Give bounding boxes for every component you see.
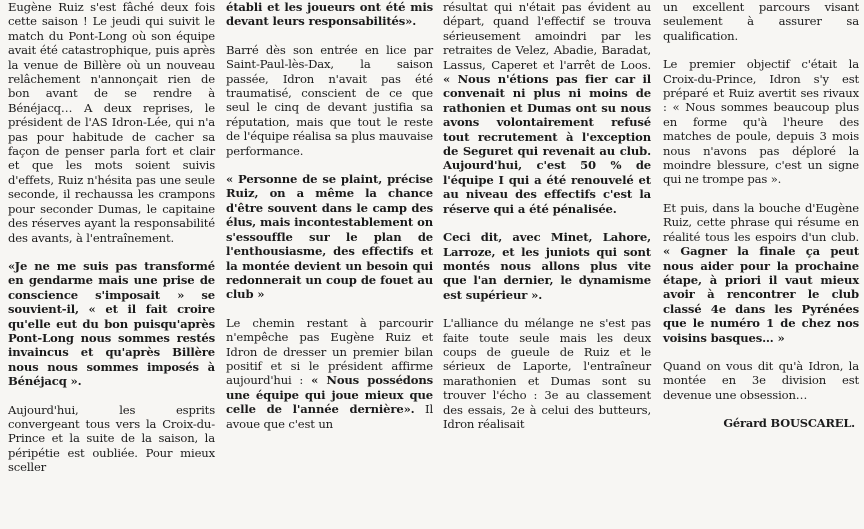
text-run: Il avoue que c'est un	[226, 402, 433, 431]
paragraph: L'alliance du mélange ne s'est pas faite toute seule mais les deux coups de gueule de Ruiz et le sérieux de Laporte, l'entraîneur marathonien et Dumas sont su trouver l'écho : 3e au classement des essais, 2e à celui des butteurs, Idron réalisait	[443, 316, 651, 431]
text-run: résultat qui n'était pas évident au départ, quand l'effectif se trouva sérieusement amoindri par les retraites de Velez, Abadie, Baradat, Lassus, Caperet et l'arrêt de Loos.	[443, 0, 651, 72]
text-run: Et puis, dans la bouche d'Eugène Ruiz, cette phrase qui résume en réalité tous les espoirs d'un club.	[663, 200, 859, 244]
quote-paragraph: Ceci dit, avec Minet, Lahore, Larroze, et les juniots qui sont montés nous allons plus vite que l'an dernier, le dynamisme est supérieur ».	[443, 230, 651, 302]
column-2	[226, 0, 433, 431]
column-3	[443, 0, 651, 431]
paragraph: Barré dès son entrée en lice par Saint-Paul-lès-Dax, la saison passée, Idron n'avait pas été traumatisé, conscient de ce que seul le cinq de devant justifia sa réputation, mais que tout le reste de l'équipe réalisa sa plus mauvaise performance.	[226, 42, 433, 158]
paragraph: Le premier objectif c'était la Croix-du-Prince, Idron s'y est préparé et Ruiz avertit ses rivaux : « Nous sommes beaucoup plus en forme qu'à l'heure des matches de poule, depuis 3 mois nous n'avons pas déploré la moindre blessure, c'est un signe qui ne trompe pas ».	[663, 57, 859, 187]
quote-paragraph: établi et les joueurs ont été mis devant leurs responsabilités».	[226, 0, 433, 29]
paragraph: Eugène Ruiz s'est fâché deux fois cette saison ! Le jeudi qui suivit le match du Pont-Long où son équipe avait été catastrophique, puis après la venue de Billère où un nouveau relâchement n'annonçait rien de bon avant de se rendre à Bénéjacq… A deux reprises, le président de l'AS Idron-Lée, qui n'a pas pour habitude de cacher sa façon de penser parla fort et clair et que les mots soient suivis d'effets, Ruiz n'hésita pas une seule seconde, il rechaussa les crampons pour seconder Dumas, le capitaine des réserves ayant la responsabilité des avants, à l'entraînement.	[8, 0, 215, 245]
paragraph	[663, 201, 859, 345]
quote-run: « Nous possédons une équipe qui joue mieux que celle de l'année dernière».	[226, 373, 433, 417]
paragraph: Quand on vous dit qu'à Idron, la montée en 3e division est devenue une obsession…	[663, 358, 859, 402]
paragraph: Aujourd'hui, les esprits convergeant tous vers la Croix-du-Prince et la suite de la saison, la péripétie est oubliée. Pour mieux sceller	[8, 402, 215, 475]
paragraph: un excellent parcours visant seulement à assurer sa qualification.	[663, 0, 859, 43]
quote-run: « Gagner la finale ça peut nous aider pour la prochaine étape, à priori il vaut mieux avoir à rencontrer le club classé 4e dans les Pyrénées que le numéro 1 de chez nos voisins basques… »	[663, 244, 859, 345]
column-1	[8, 0, 215, 475]
text-run: Le chemin restant à parcourir n'empêche pas Eugène Ruiz et Idron de dresser un premier bilan positif et si le président affirme aujourd'hui :	[226, 315, 433, 388]
quote-paragraph: « Personne de se plaint, précise Ruiz, on a même la chance d'être souvent dans le camp des élus, mais incontestablement on s'essouffle sur le plan de l'enthousiasme, des effectifs et la montée devient un besoin qui redonnerait un coup de fouet au club »	[226, 172, 433, 302]
quote-paragraph: «Je ne me suis pas transformé en gendarme mais une prise de conscience s'imposait » se souvient-il, « et il fait croire qu'elle eut du bon puisqu'après Pont-Long nous sommes restés invaincus et qu'après Billère nous nous sommes imposés à Bénéjacq ».	[8, 258, 215, 389]
paragraph	[443, 0, 651, 216]
author-signature: Gérard BOUSCAREL.	[723, 416, 855, 431]
column-4	[663, 0, 859, 431]
quote-run: « Nous n'étions pas fier car il convenait ni plus ni moins de rathonien et Dumas ont su nous avons volontairement refusé tout recrutement à l'exception de Seguret qui revenait au club. Aujourd'hui, c'est 50 % de l'équipe I qui a été renouvelé et au niveau des effectifs c'est la réserve qui a été pénalisée.	[443, 72, 651, 216]
paragraph	[226, 316, 433, 431]
